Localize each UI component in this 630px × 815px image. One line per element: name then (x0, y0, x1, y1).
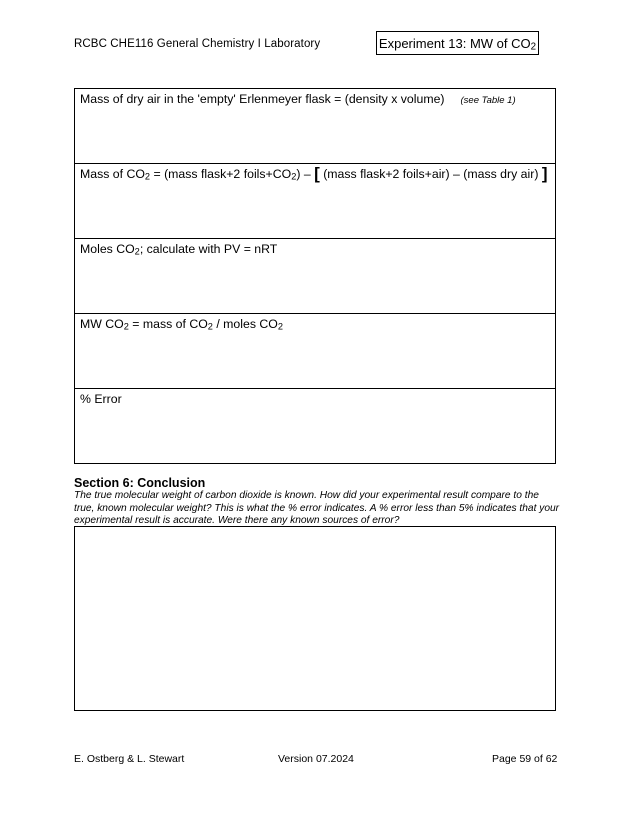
experiment-title: Experiment 13: MW of $CO_2$ (378, 35, 537, 52)
footer-authors: E. Ostberg & L. Stewart (74, 753, 185, 765)
row-label: % Error (80, 392, 122, 406)
row-percent-error[interactable] (74, 389, 556, 464)
footer-page-number: Page 59 of 62 (492, 753, 558, 765)
course-title: RCBC CHE116 General Chemistry I Laboratory (74, 38, 321, 50)
row-label: MW $CO_2$ = mass of $CO_2$ / moles $CO_2$ (80, 317, 283, 332)
row-mass-co2[interactable] (74, 164, 556, 239)
section-heading: Section 6: Conclusion (74, 476, 206, 490)
footer-version: Version 07.2024 (278, 753, 354, 765)
row-moles-co2[interactable] (74, 239, 556, 314)
row-mw-co2[interactable] (74, 314, 556, 389)
row-mass-dry-air[interactable] (74, 89, 556, 164)
calculation-table (74, 88, 556, 464)
section-instructions: The true molecular weight of carbon dioxide is known. How did your experimental result compare to the true, known molecular weight? This is what the % error indicates. A % error less than 5% indicates that your experimental result is accurate. Were there any known sources of error? (74, 490, 560, 526)
row-label: Mass of dry air in the 'empty' Erlenmeyer flask = (density x volume) (80, 92, 445, 106)
row-label: Moles $CO_2$; calculate with PV = nRT (80, 242, 278, 257)
row-label: Mass of $CO_2$ = (mass flask+2 $foils+CO_2$) – [ (mass flask+2 foils+air) – (mass dry air) ] (80, 164, 548, 183)
table-reference-note: (see Table 1) (460, 95, 516, 106)
experiment-title-box (376, 31, 539, 55)
conclusion-answer-box[interactable] (74, 526, 556, 711)
